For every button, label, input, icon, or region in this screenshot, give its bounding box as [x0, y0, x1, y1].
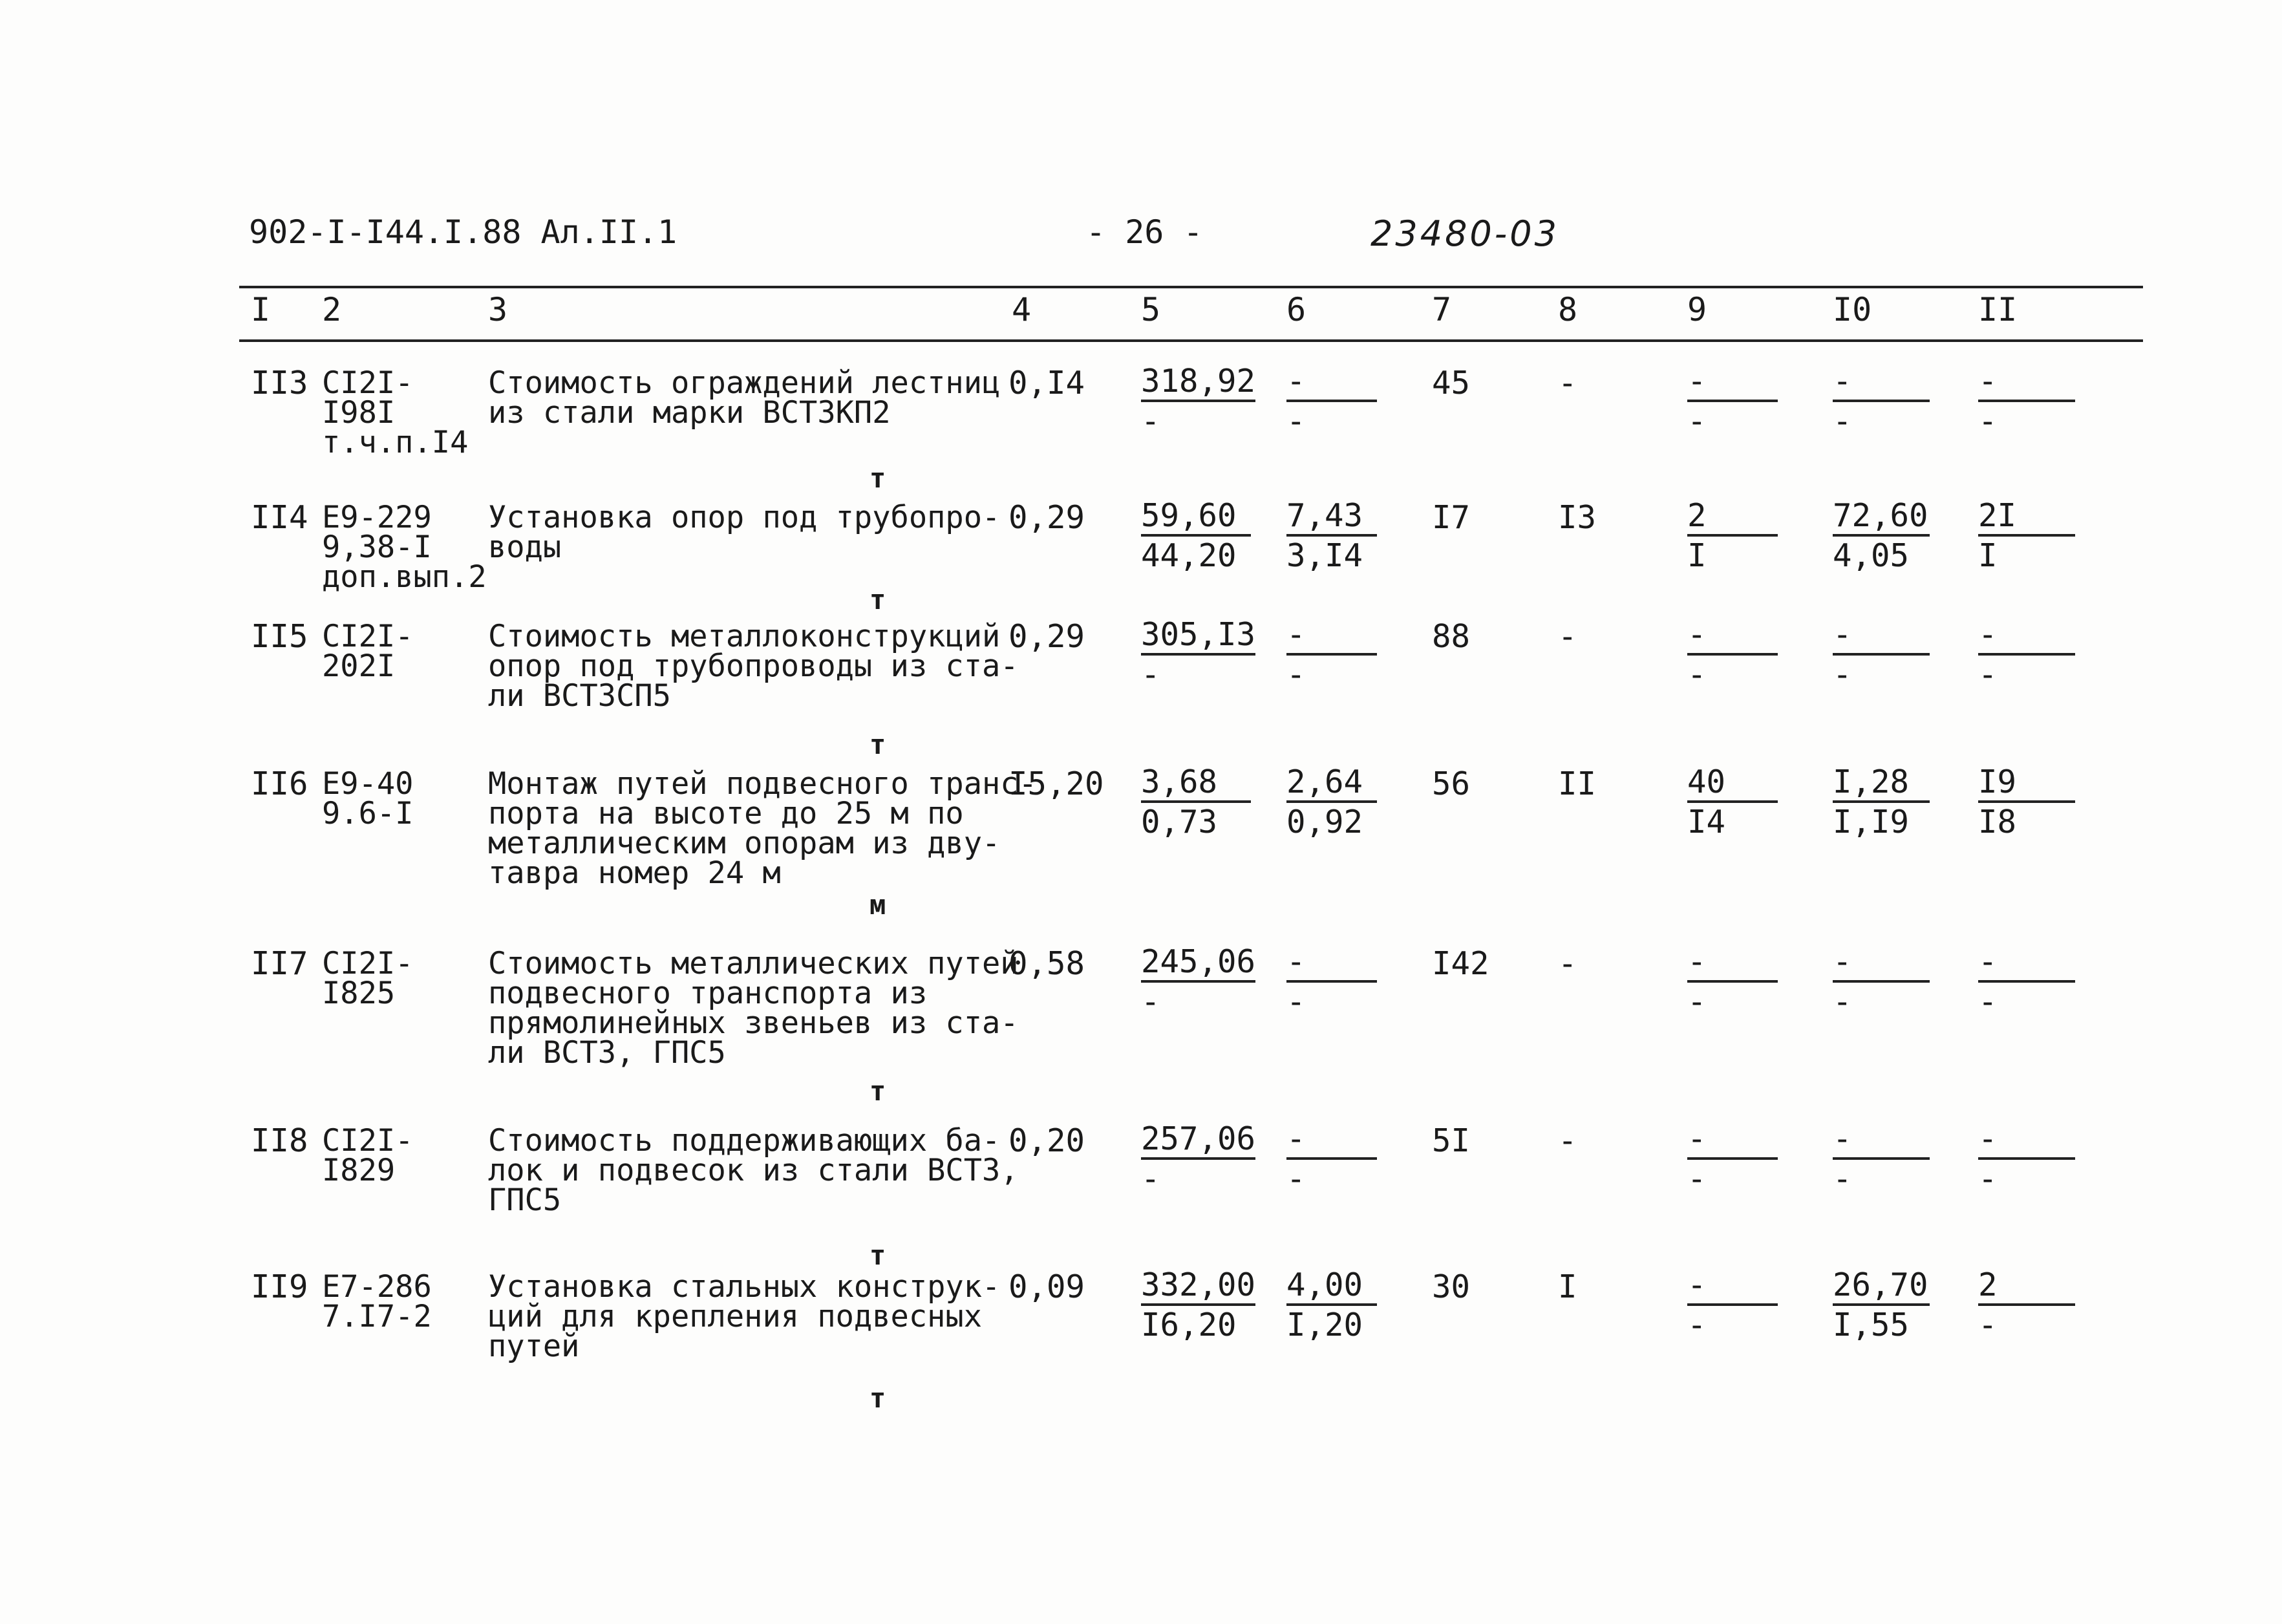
column-header: 3 [488, 291, 508, 328]
col10-value-denominator: - [1833, 1160, 1852, 1197]
col11-value-denominator: - [1978, 403, 1998, 440]
col9-value-numerator: 2 [1687, 499, 1778, 537]
quantity: I5,20 [1008, 765, 1104, 802]
col10-value-denominator: - [1833, 656, 1852, 693]
col11-value-numerator: 2I [1978, 499, 2075, 537]
col7-value: 88 [1432, 618, 1471, 655]
col10-value [1833, 499, 1930, 575]
col11-value [1978, 499, 2075, 575]
col8-value: II [1558, 765, 1597, 802]
col9-value-denominator: - [1687, 983, 1707, 1020]
col6-value [1286, 1122, 1377, 1199]
col5-value-numerator: 3,68 [1141, 765, 1251, 803]
col8-value: - [1558, 1122, 1577, 1159]
col9-value-numerator: 40 [1687, 765, 1778, 803]
col5-value-denominator: - [1141, 983, 1160, 1020]
col5-value [1141, 618, 1255, 694]
col6-value [1286, 618, 1377, 694]
work-description: Установка опор под трубопро- воды [488, 500, 1001, 565]
col5-value-denominator: 0,73 [1141, 804, 1218, 840]
col10-value [1833, 1268, 1930, 1345]
page-number: - 26 - [1086, 213, 1203, 251]
column-header: 9 [1687, 291, 1707, 328]
col10-value-denominator: - [1833, 983, 1852, 1020]
col6-value [1286, 765, 1377, 842]
col10-value [1833, 1122, 1930, 1199]
col9-value [1687, 765, 1778, 842]
work-description: Стоимость металлоконструкций опор под трубопроводы из ста- ли ВСТ3СП5 [488, 619, 1019, 714]
col5-value-numerator: 257,06 [1141, 1122, 1255, 1160]
col7-value: I42 [1432, 945, 1489, 982]
col10-value-numerator: 26,70 [1833, 1268, 1930, 1306]
col11-value-denominator: I [1978, 537, 1998, 574]
col9-value-numerator: - [1687, 945, 1778, 983]
col5-value-denominator: - [1141, 403, 1160, 440]
col6-value-denominator: I,20 [1286, 1307, 1363, 1343]
col5-value-numerator: 59,60 [1141, 499, 1251, 537]
column-header: 5 [1141, 291, 1161, 328]
col10-value-numerator: - [1833, 618, 1930, 656]
col11-value-denominator: - [1978, 656, 1998, 693]
col11-value [1978, 765, 2075, 842]
work-description: Стоимость поддерживающих ба- лок и подвесок из стали ВСТ3, ГПС5 [488, 1123, 1019, 1218]
col10-value-denominator: - [1833, 403, 1852, 440]
col7-value: 45 [1432, 365, 1471, 401]
row-number: II8 [251, 1122, 308, 1159]
column-header: I0 [1833, 291, 1872, 328]
col9-value-denominator: I4 [1687, 804, 1726, 840]
col10-value-numerator: - [1833, 1122, 1930, 1160]
quantity: 0,20 [1008, 1122, 1085, 1159]
col6-value-numerator: 2,64 [1286, 765, 1377, 803]
col9-value-denominator: I [1687, 537, 1707, 574]
table-top-rule [239, 286, 2143, 288]
col6-value-numerator: 7,43 [1286, 499, 1377, 537]
col11-value-numerator: - [1978, 365, 2075, 402]
col10-value-numerator: - [1833, 945, 1930, 983]
column-header: 2 [322, 291, 342, 328]
col8-value: I3 [1558, 499, 1597, 536]
rate-code: E9-40 9.6-I [322, 766, 414, 831]
col11-value-denominator: - [1978, 983, 1998, 1020]
col11-value-numerator: - [1978, 945, 2075, 983]
col6-value-numerator: - [1286, 365, 1377, 402]
col6-value-denominator: - [1286, 983, 1306, 1020]
unit-of-measure: т [869, 584, 886, 615]
work-description: Монтаж путей подвесного транс- порта на высоте до 25 м по металлическим опорам из дву- тавра номер 24 м [488, 766, 1037, 891]
col9-value [1687, 1268, 1778, 1345]
col6-value-numerator: 4,00 [1286, 1268, 1377, 1306]
col10-value-numerator: 72,60 [1833, 499, 1930, 537]
col11-value-denominator: - [1978, 1160, 1998, 1197]
col5-value-denominator: 44,20 [1141, 537, 1237, 574]
col6-value [1286, 945, 1377, 1021]
rate-code: CI2I- 202I [322, 619, 414, 684]
col9-value [1687, 365, 1778, 441]
quantity: 0,I4 [1008, 365, 1085, 401]
row-number: II5 [251, 618, 308, 655]
col9-value-denominator: - [1687, 1160, 1707, 1197]
unit-of-measure: т [869, 1239, 886, 1271]
row-number: II3 [251, 365, 308, 401]
col10-value-numerator: - [1833, 365, 1930, 402]
col9-value [1687, 618, 1778, 694]
col6-value-numerator: - [1286, 618, 1377, 656]
col6-value-denominator: 3,I4 [1286, 537, 1363, 574]
column-header: 6 [1286, 291, 1306, 328]
col5-value [1141, 365, 1255, 441]
col11-value-numerator: - [1978, 1122, 2075, 1160]
table-header-rule [239, 339, 2143, 342]
col10-value-denominator: I,55 [1833, 1307, 1910, 1343]
column-header: 4 [1012, 291, 1032, 328]
document-code: 902-I-I44.I.88 Ал.II.1 [249, 213, 677, 251]
col5-value-denominator: - [1141, 656, 1160, 693]
col9-value [1687, 945, 1778, 1021]
col5-value [1141, 499, 1251, 575]
col11-value [1978, 365, 2075, 441]
col6-value-denominator: 0,92 [1286, 804, 1363, 840]
unit-of-measure: т [869, 1075, 886, 1107]
col5-value [1141, 1122, 1255, 1199]
col10-value [1833, 765, 1930, 842]
col10-value [1833, 365, 1930, 441]
col7-value: 5I [1432, 1122, 1471, 1159]
col5-value [1141, 1268, 1255, 1345]
column-header: I [251, 291, 271, 328]
col9-value-denominator: - [1687, 403, 1707, 440]
col11-value [1978, 618, 2075, 694]
col6-value-numerator: - [1286, 945, 1377, 983]
unit-of-measure: т [869, 1382, 886, 1414]
col9-value-denominator: - [1687, 656, 1707, 693]
rate-code: CI2I- I98I т.ч.п.I4 [322, 365, 469, 460]
work-description: Стоимость ограждений лестниц из стали марки ВСТЗКП2 [488, 365, 1001, 431]
col10-value-denominator: I,I9 [1833, 804, 1910, 840]
work-description: Стоимость металлических путей подвесного транспорта из прямолинейных звеньев из ста- ли ВСТ3, ГПС5 [488, 946, 1019, 1071]
col10-value [1833, 618, 1930, 694]
col6-value-denominator: - [1286, 1160, 1306, 1197]
quantity: 0,58 [1008, 945, 1085, 982]
col6-value-denominator: - [1286, 403, 1306, 440]
col7-value: 30 [1432, 1268, 1471, 1305]
col5-value-denominator: I6,20 [1141, 1307, 1237, 1343]
col10-value [1833, 945, 1930, 1021]
row-number: II6 [251, 765, 308, 802]
quantity: 0,29 [1008, 618, 1085, 655]
col6-value [1286, 1268, 1377, 1345]
col11-value [1978, 1268, 2075, 1345]
col11-value-denominator: I8 [1978, 804, 2017, 840]
col9-value-numerator: - [1687, 1268, 1778, 1306]
col5-value-numerator: 245,06 [1141, 945, 1255, 983]
unit-of-measure: т [869, 462, 886, 494]
column-header: 8 [1558, 291, 1578, 328]
col7-value: I7 [1432, 499, 1471, 536]
col6-value-numerator: - [1286, 1122, 1377, 1160]
col9-value [1687, 499, 1778, 575]
col5-value-numerator: 318,92 [1141, 365, 1255, 402]
row-number: II7 [251, 945, 308, 982]
col11-value [1978, 945, 2075, 1021]
col11-value-numerator: I9 [1978, 765, 2075, 803]
col11-value-numerator: - [1978, 618, 2075, 656]
col6-value-denominator: - [1286, 656, 1306, 693]
rate-code: CI2I- I825 [322, 946, 414, 1011]
rate-code: E9-229 9,38-I доп.вып.2 [322, 500, 487, 595]
col11-value-denominator: - [1978, 1307, 1998, 1343]
unit-of-measure: т [869, 729, 886, 760]
col6-value [1286, 499, 1377, 575]
column-header: II [1978, 291, 2018, 328]
row-number: II9 [251, 1268, 308, 1305]
quantity: 0,09 [1008, 1268, 1085, 1305]
col9-value-numerator: - [1687, 1122, 1778, 1160]
col5-value [1141, 765, 1251, 842]
col9-value-numerator: - [1687, 618, 1778, 656]
handwritten-number: 23480-03 [1370, 213, 1559, 254]
col8-value: - [1558, 945, 1577, 982]
col9-value [1687, 1122, 1778, 1199]
col8-value: - [1558, 365, 1577, 401]
col10-value-numerator: I,28 [1833, 765, 1930, 803]
col8-value: - [1558, 618, 1577, 655]
col5-value-denominator: - [1141, 1160, 1160, 1197]
rate-code: E7-286 7.I7-2 [322, 1269, 432, 1334]
col10-value-denominator: 4,05 [1833, 537, 1910, 574]
column-header: 7 [1432, 291, 1452, 328]
col11-value-numerator: 2 [1978, 1268, 2075, 1306]
work-description: Установка стальных конструк- ций для крепления подвесных путей [488, 1269, 1001, 1364]
col11-value [1978, 1122, 2075, 1199]
col5-value-numerator: 332,00 [1141, 1268, 1255, 1306]
col5-value [1141, 945, 1255, 1021]
col6-value [1286, 365, 1377, 441]
col7-value: 56 [1432, 765, 1471, 802]
row-number: II4 [251, 499, 308, 536]
unit-of-measure: м [869, 889, 886, 921]
col8-value: I [1558, 1268, 1577, 1305]
col5-value-numerator: 305,I3 [1141, 618, 1255, 656]
col9-value-numerator: - [1687, 365, 1778, 402]
rate-code: CI2I- I829 [322, 1123, 414, 1188]
quantity: 0,29 [1008, 499, 1085, 536]
col9-value-denominator: - [1687, 1307, 1707, 1343]
